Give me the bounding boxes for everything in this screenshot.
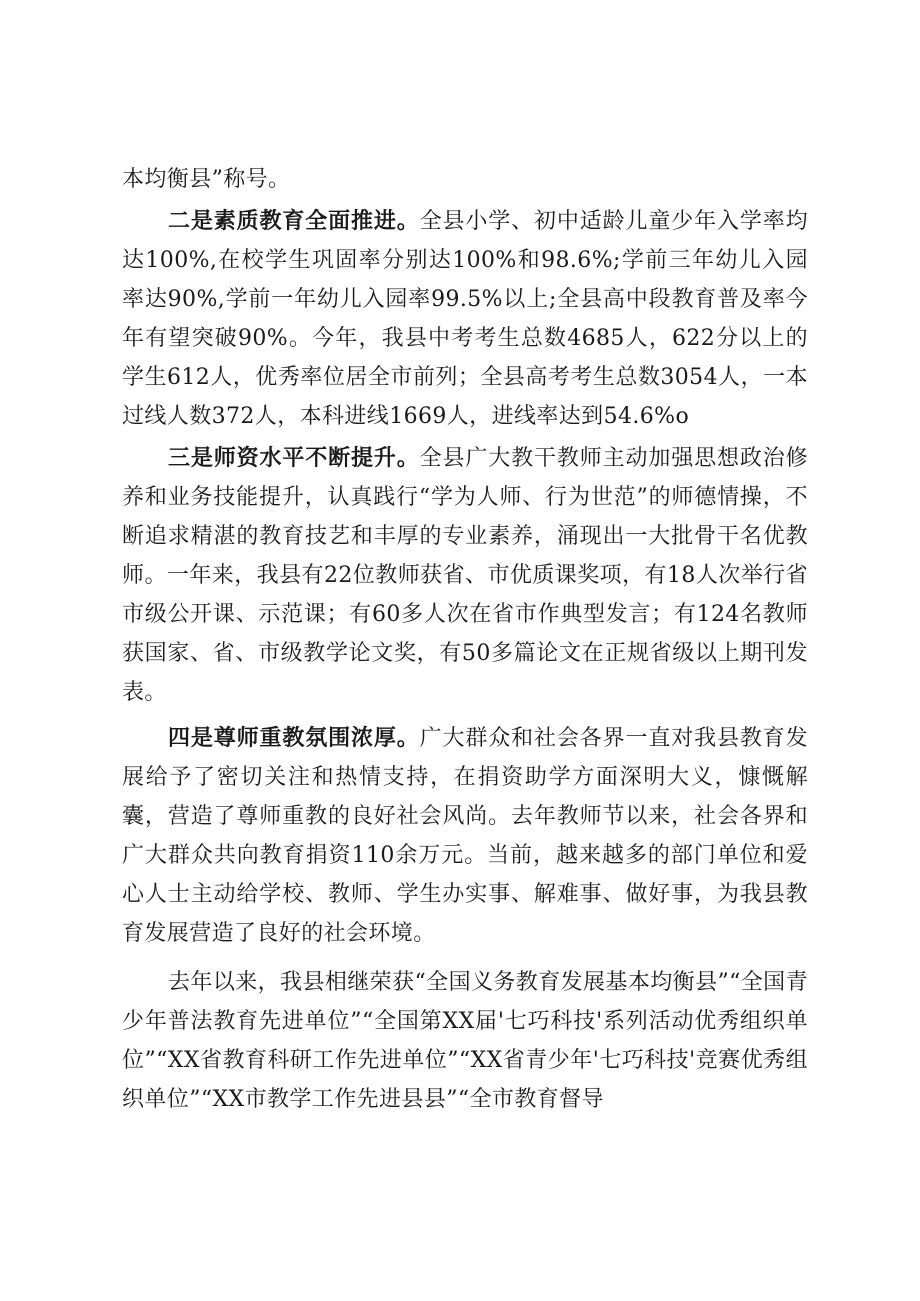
- paragraph-5-text: 去年以来，我县相继荣获“全国义务教育发展基本均衡县”“全国青少年普法教育先进单位”“全国第XX届'七巧科技'系列活动优秀组织单位”“XX省教育科研工作先进单位”“XX省青少年'七巧科技'竞赛优秀组织单位”“XX市教学工作先进县县”“全市教育督导: [122, 970, 808, 1112]
- paragraph-continuation: [122, 160, 808, 199]
- paragraph-1-text: 本均衡县”称号。: [122, 167, 291, 192]
- paragraph-teacher-quality: [122, 439, 808, 712]
- paragraph-4-heading: 四是尊师重教氛围浓厚。: [168, 726, 420, 751]
- paragraph-4-text: 广大群众和社会各界一直对我县教育发展给予了密切关注和热情支持，在捐资助学方面深明大义，慷慨解囊，营造了尊师重教的良好社会风尚。去年教师节以来，社会各界和广大群众共向教育捐资110余万元。当前，越来越多的部门单位和爱心人士主动给学校、教师、学生办实事、解难事、做好事，为我县教育发展营造了良好的社会环境。: [122, 726, 808, 946]
- paragraph-3-text: 全县广大教干教师主动加强思想政治修养和业务技能提升，认真践行“学为人师、行为世范”的师德情操，不断追求精湛的教育技艺和丰厚的专业素养，涌现出一大批骨干名优教师。一年来，我县有22位教师获省、市优质课奖项，有18人次举行省市级公开课、示范课；有60多人次在省市作典型发言；有124名教师获国家、省、市级教学论文奖，有50多篇论文在正规省级以上期刊发表。: [122, 446, 808, 705]
- paragraph-2-heading: 二是素质教育全面推进。: [168, 209, 420, 234]
- paragraph-quality-education: [122, 202, 808, 436]
- paragraph-2-text: 全县小学、初中适龄儿童少年入学率均达100%,在校学生巩固率分别达100%和98.6%;学前三年幼儿入园率达90%,学前一年幼儿入园率99.5%以上;全县高中段教育普及率今年有望突破90%。今年，我县中考考生总数4685人，622分以上的学生612人，优秀率位居全市前列；全县高考考生总数3054人，一本过线人数372人，本科进线1669人，进线率达到54.6%o: [122, 209, 808, 429]
- paragraph-respect-teachers: [122, 719, 808, 953]
- paragraph-3-heading: 三是师资水平不断提升。: [168, 446, 420, 471]
- paragraph-honors: [122, 963, 808, 1119]
